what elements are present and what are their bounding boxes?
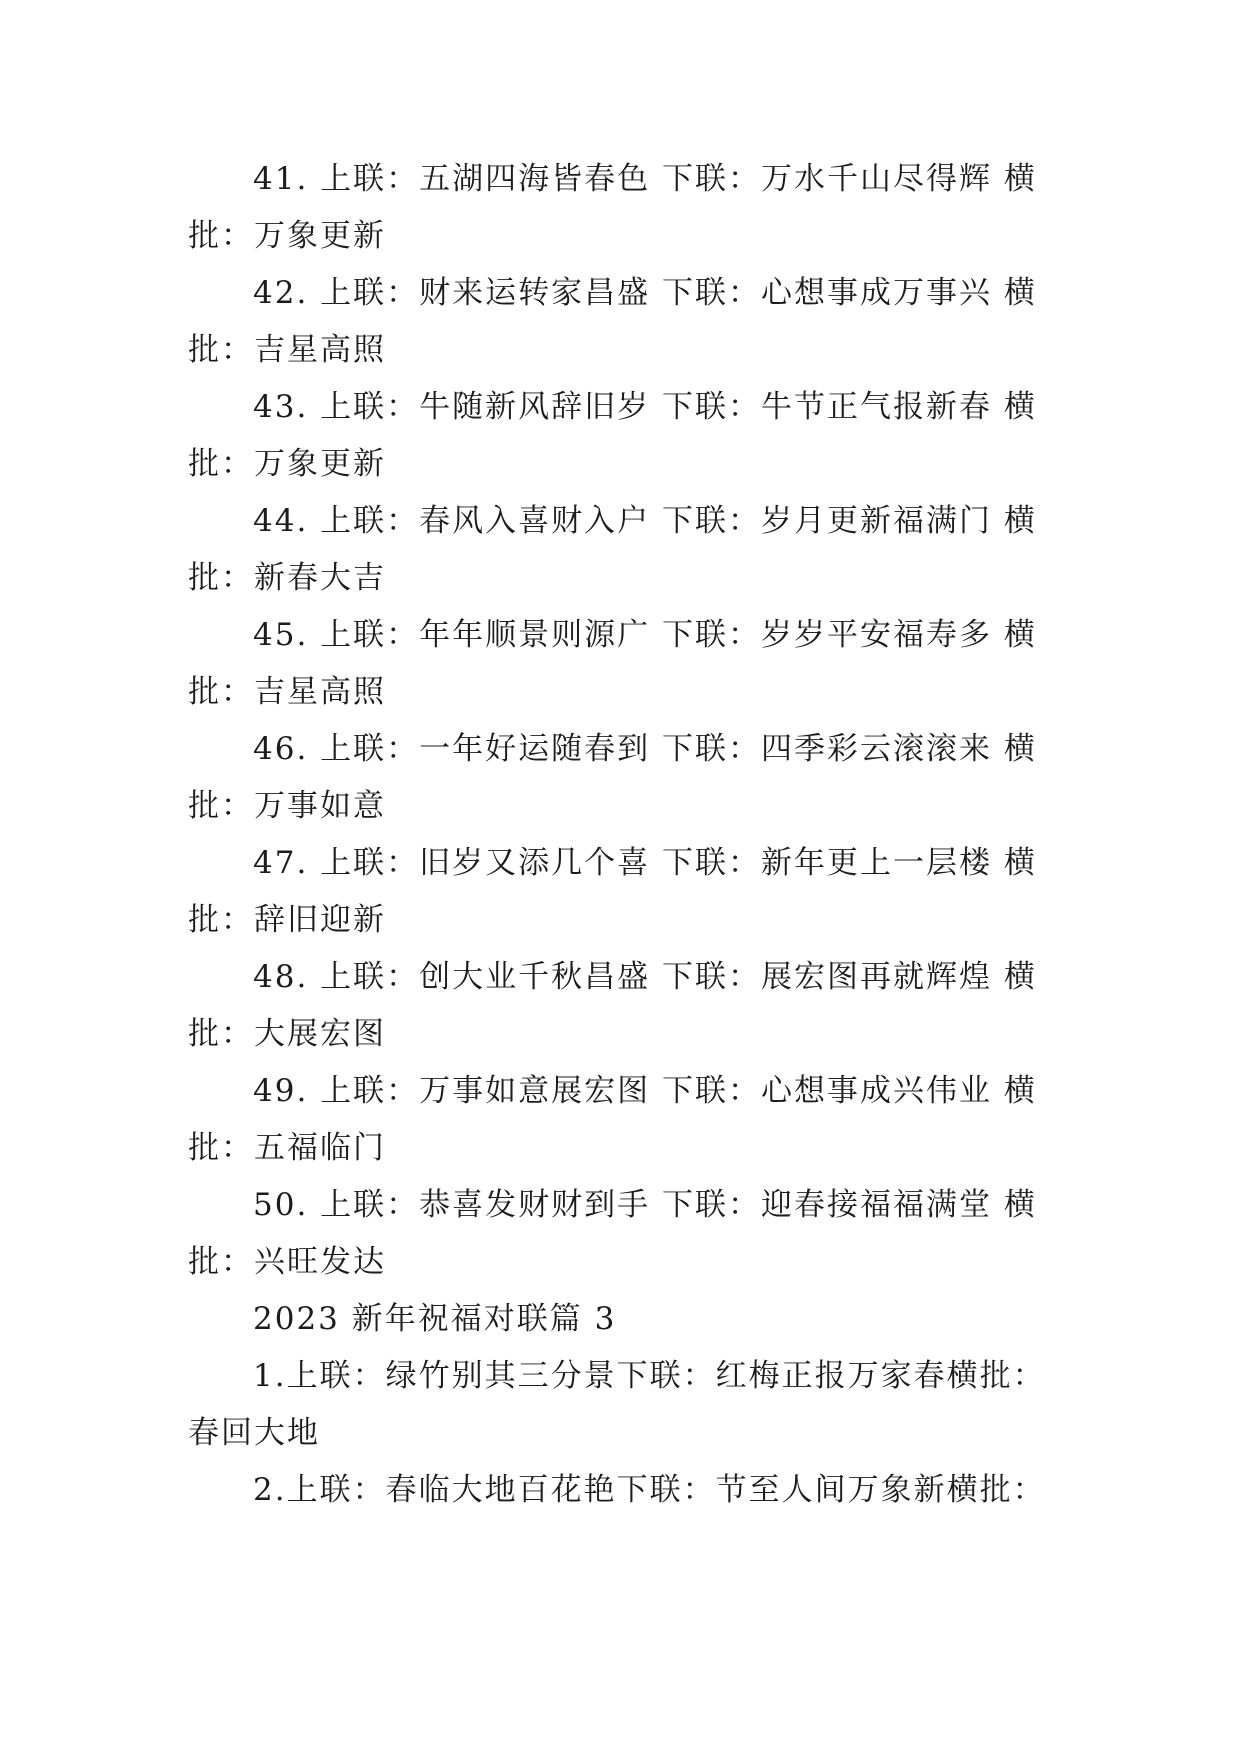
couplet-line: 43. 上联：牛随新风辞旧岁 下联：牛节正气报新春 横 [253, 389, 1037, 425]
section-item-continuation: 春回大地 [188, 1415, 320, 1451]
couplet-line: 50. 上联：恭喜发财财到手 下联：迎春接福福满堂 横 [253, 1187, 1037, 1223]
couplet-continuation: 批：万事如意 [188, 788, 386, 824]
couplet-continuation: 批：新春大吉 [188, 560, 386, 596]
couplet-line: 42. 上联：财来运转家昌盛 下联：心想事成万事兴 横 [253, 275, 1037, 311]
couplet-continuation: 批：吉星高照 [188, 332, 386, 368]
couplet-continuation: 批：万象更新 [188, 218, 386, 254]
couplet-continuation: 批：万象更新 [188, 446, 386, 482]
couplet-line: 48. 上联：创大业千秋昌盛 下联：展宏图再就辉煌 横 [253, 959, 1037, 995]
document-body [0, 151, 1241, 1519]
couplet-line: 46. 上联：一年好运随春到 下联：四季彩云滚滚来 横 [253, 731, 1037, 767]
couplet-line: 44. 上联：春风入喜财入户 下联：岁月更新福满门 横 [253, 503, 1037, 539]
couplet-line: 47. 上联：旧岁又添几个喜 下联：新年更上一层楼 横 [253, 845, 1037, 881]
couplet-continuation: 批：辞旧迎新 [188, 902, 386, 938]
couplet-line: 41. 上联：五湖四海皆春色 下联：万水千山尽得辉 横 [253, 161, 1037, 197]
couplet-line: 45. 上联：年年顺景则源广 下联：岁岁平安福寿多 横 [253, 617, 1037, 653]
section-item-line: 2.上联：春临大地百花艳下联：节至人间万象新横批： [253, 1472, 1046, 1508]
section-item-line: 1.上联：绿竹别其三分景下联：红梅正报万家春横批： [253, 1358, 1046, 1394]
couplet-continuation: 批：吉星高照 [188, 674, 386, 710]
couplet-continuation: 批：五福临门 [188, 1130, 386, 1166]
couplet-continuation: 批：兴旺发达 [188, 1244, 386, 1280]
couplet-line: 49. 上联：万事如意展宏图 下联：心想事成兴伟业 横 [253, 1073, 1037, 1109]
section-title: 2023 新年祝福对联篇 3 [253, 1301, 617, 1337]
couplet-continuation: 批：大展宏图 [188, 1016, 386, 1052]
